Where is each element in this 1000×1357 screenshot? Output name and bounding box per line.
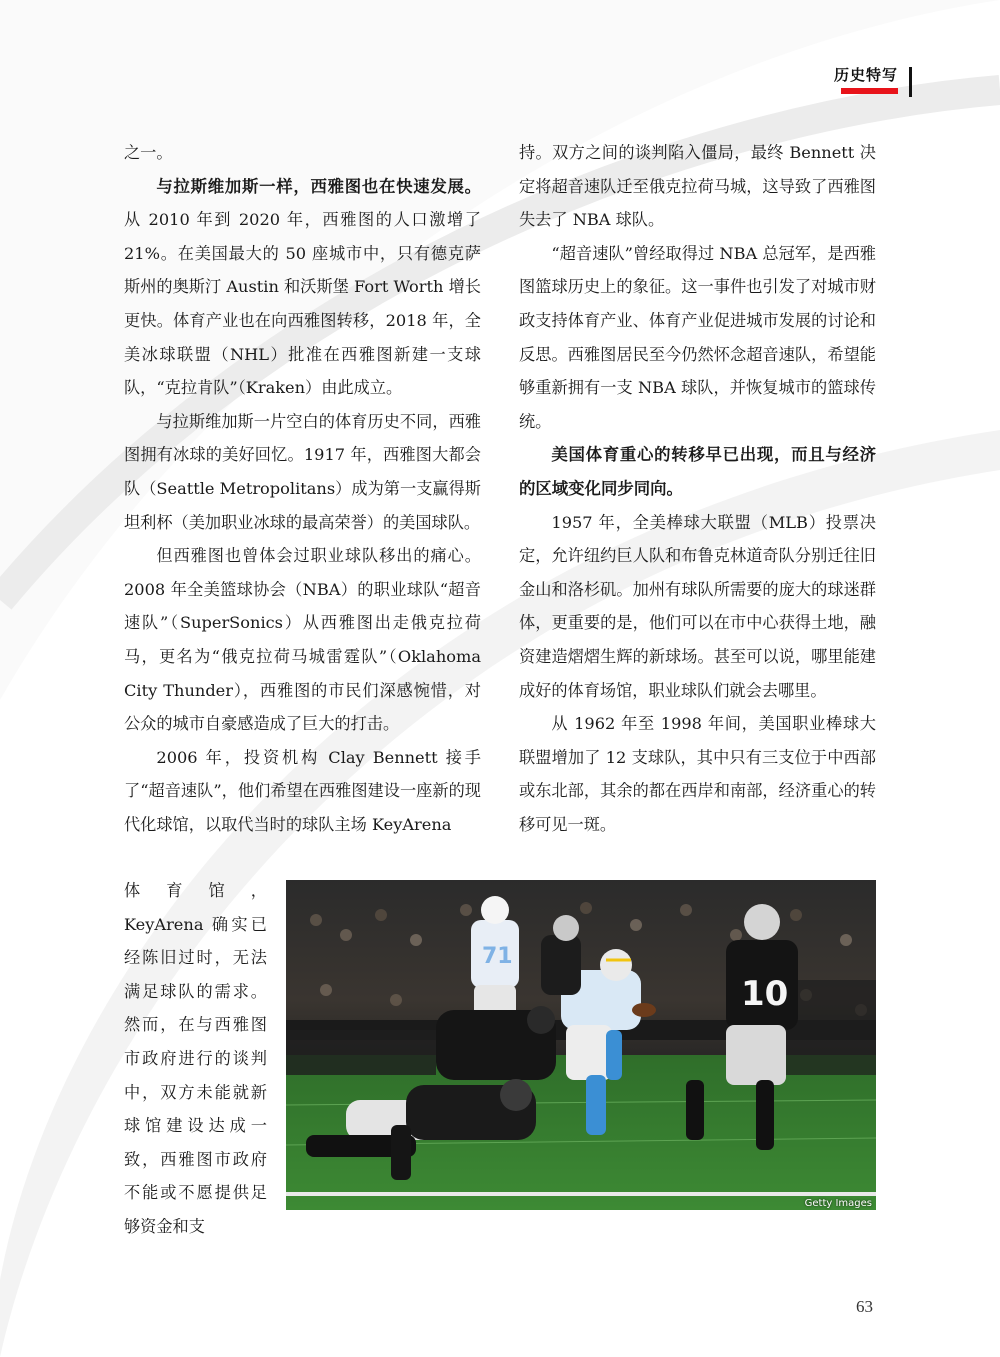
right-column bbox=[519, 136, 876, 841]
jersey-number-71: 71 bbox=[482, 944, 513, 969]
subheading: 与拉斯维加斯一样，西雅图也在快速发展。 bbox=[156, 176, 481, 196]
left-column bbox=[124, 136, 481, 841]
section-header bbox=[792, 64, 912, 104]
paragraph: “超音速队”曾经取得过 NBA 总冠军，是西雅图篮球历史上的象征。这一事件也引发了对城市财政支持体育产业、体育产业促进城市发展的讨论和反思。西雅图居民至今仍然怀念超音速队，希望能够重新拥有一支 NBA 球队，并恢复城市的篮球传统。 bbox=[519, 243, 876, 431]
football-scene-illustration bbox=[286, 880, 876, 1210]
subheading: 美国体育重心的转移早已出现，而且与经济的区域变化同步同向。 bbox=[519, 445, 876, 498]
section-title: 历史特写 bbox=[833, 66, 898, 84]
page-number: 63 bbox=[856, 1297, 873, 1316]
paragraph: 体育馆，KeyArena 确实已经陈旧过时，无法满足球队的需求。然而，在与西雅图市政府进行的谈判中，双方未能就新球馆建设达成一致，西雅图市政府不能或不愿提供足够资金和支 bbox=[124, 881, 267, 1236]
section-divider-line bbox=[909, 67, 912, 97]
wrap-column bbox=[124, 874, 267, 1244]
paragraph: 2006 年，投资机构 Clay Bennett 接手了“超音速队”，他们希望在西雅图建设一座新的现代化球馆，以取代当时的球队主场 KeyArena bbox=[124, 747, 481, 834]
jersey-number-10: 10 bbox=[741, 974, 789, 1014]
football-photo bbox=[286, 880, 876, 1210]
photo-credit: Getty Images bbox=[804, 1198, 872, 1209]
paragraph: 但西雅图也曾体会过职业球队移出的痛心。2008 年全美篮球协会（NBA）的职业球队“超音速队”（SuperSonics）从西雅图出走俄克拉荷马，更名为“俄克拉荷马城雷霆队”（Oklahoma City Thunder），西雅图的市民们深感惋惜，对公众的城市自豪感造成了巨大的打击。 bbox=[124, 546, 481, 734]
paragraph: 持。双方之间的谈判陷入僵局，最终 Bennett 决定将超音速队迁至俄克拉荷马城，这导致了西雅图失去了 NBA 球队。 bbox=[519, 143, 876, 230]
paragraph bbox=[519, 438, 876, 505]
paragraph: 与拉斯维加斯一片空白的体育历史不同，西雅图拥有冰球的美好回忆。1917 年，西雅图大都会队（Seattle Metropolitans）成为第一支赢得斯坦利杯（美加职业冰球的最高荣誉）的美国球队。 bbox=[124, 411, 481, 532]
paragraph: 1957 年，全美棒球大联盟（MLB）投票决定，允许纽约巨人队和布鲁克林道奇队分别迁往旧金山和洛杉矶。加州有球队所需要的庞大的球迷群体，更重要的是，他们可以在市中心获得土地，融资建造熠熠生辉的新球场。甚至可以说，哪里能建成好的体育场馆，职业球队们就会去哪里。 bbox=[519, 512, 876, 700]
paragraph-body: 从 2010 年到 2020 年，西雅图的人口激增了 21%。在美国最大的 50 座城市中，只有德克萨斯州的奥斯汀 Austin 和沃斯堡 Fort Worth 增长更快。体育产业也在向西雅图转移，2018 年，全美冰球联盟（NHL）批准在西雅图新建一支球队，“克拉肯队”（Kraken）由此成立。 bbox=[124, 210, 481, 398]
paragraph bbox=[124, 170, 481, 405]
paragraph: 之一。 bbox=[124, 143, 173, 162]
paragraph: 从 1962 年至 1998 年间，美国职业棒球大联盟增加了 12 支球队，其中只有三支位于中西部或东北部，其余的都在西岸和南部，经济重心的转移可见一斑。 bbox=[519, 714, 876, 834]
section-accent-bar bbox=[841, 88, 898, 94]
